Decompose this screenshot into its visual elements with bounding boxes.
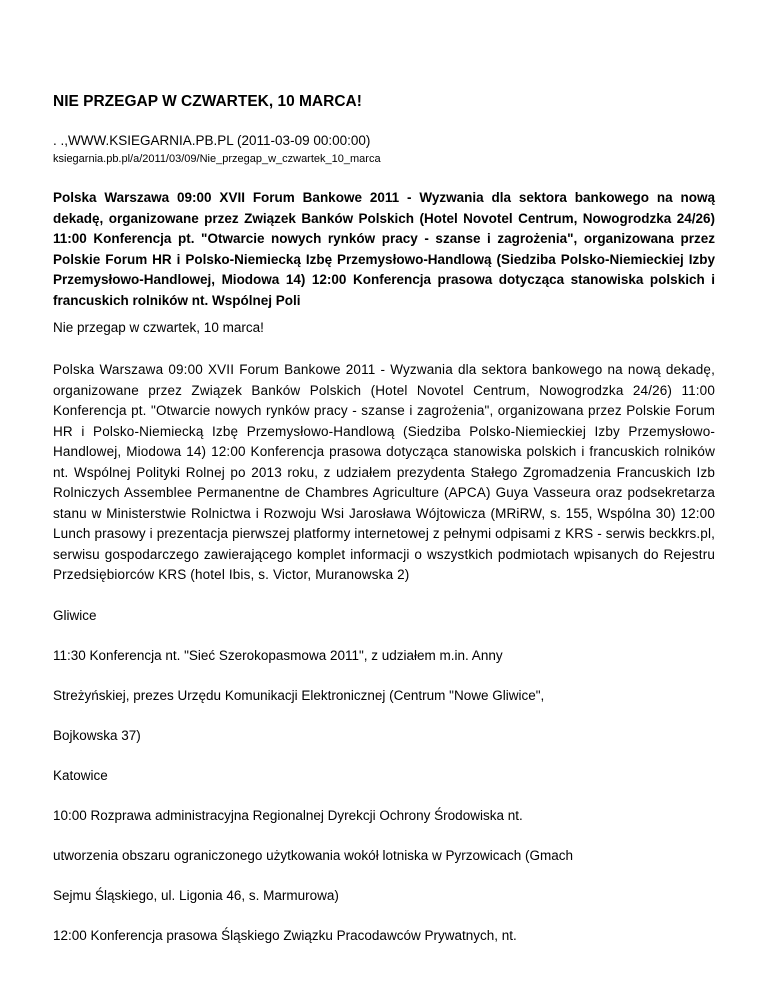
article-lead: Polska Warszawa 09:00 XVII Forum Bankowe 2011 - Wyzwania dla sektora bankowego na nową dekadę, organizowane przez Związek Banków Polskich (Hotel Novotel Centrum, Nowogrodzka 24/26) 11:00 Konferencja pt. "Otwarcie nowych rynków pracy - szanse i zagrożenia", organizowana przez Polskie Forum HR i Polsko-Niemiecką Izbę Przemysłowo-Handlową (Siedziba Polsko-Niemieckiej Izby Przemysłowo-Handlowej, Miodowa 14) 12:00 Konferencja prasowa dotycząca stanowiska polskich i francuskich rolników nt. Wspólnej Poli <box>53 190 715 308</box>
body-line: 10:00 Rozprawa administracyjna Regionalnej Dyrekcji Ochrony Środowiska nt. <box>53 808 523 823</box>
section-heading-katowice: Katowice <box>53 768 108 783</box>
article-title: NIE PRZEGAP W CZWARTEK, 10 MARCA! <box>53 93 362 110</box>
section-heading-gliwice: Gliwice <box>53 608 97 623</box>
body-line: Streżyńskiej, prezes Urzędu Komunikacji Elektronicznej (Centrum "Nowe Gliwice", <box>53 688 545 703</box>
body-line: Sejmu Śląskiego, ul. Ligonia 46, s. Marmurowa) <box>53 888 339 903</box>
body-line: Bojkowska 37) <box>53 728 141 743</box>
body-line: utworzenia obszaru ograniczonego użytkowania wokół lotniska w Pyrzowicach (Gmach <box>53 848 573 863</box>
article-source: . .,WWW.KSIEGARNIA.PB.PL (2011-03-09 00:00:00) <box>53 133 371 148</box>
body-line: 11:30 Konferencja nt. "Sieć Szerokopasmowa 2011", z udziałem m.in. Anny <box>53 648 503 663</box>
article-subtitle: Nie przegap w czwartek, 10 marca! <box>53 320 264 335</box>
body-line: 12:00 Konferencja prasowa Śląskiego Związku Pracodawców Prywatnych, nt. <box>53 928 517 943</box>
article-url: ksiegarnia.pb.pl/a/2011/03/09/Nie_przegap_w_czwartek_10_marca <box>53 153 381 165</box>
article-body-paragraph: Polska Warszawa 09:00 XVII Forum Bankowe 2011 - Wyzwania dla sektora bankowego na nową dekadę, organizowane przez Związek Banków Polskich (Hotel Novotel Centrum, Nowogrodzka 24/26) 11:00 Konferencja pt. "Otwarcie nowych rynków pracy - szanse i zagrożenia", organizowana przez Polskie Forum HR i Polsko-Niemiecką Izbę Przemysłowo-Handlową (Siedziba Polsko-Niemieckiej Izby Przemysłowo-Handlowej, Miodowa 14) 12:00 Konferencja prasowa dotycząca stanowiska polskich i francuskich rolników nt. Wspólnej Polityki Rolnej po 2013 roku, z udziałem prezydenta Stałego Zgromadzenia Francuskich Izb Rolniczych Assemblee Permanentne de Chambres Agriculture (APCA) Guya Vasseura oraz podsekretarza stanu w Ministerstwie Rolnictwa i Rozwoju Wsi Jarosława Wójtowicza (MRiRW, s. 155, Wspólna 30) 12:00 Lunch prasowy i prezentacja pierwszej platformy internetowej z pełnymi odpisami z KRS - serwis beckkrs.pl, serwisu gospodarczego zawierającego komplet informacji o wszystkich podmiotach wpisanych do Rejestru Przedsiębiorców KRS (hotel Ibis, s. Victor, Muranowska 2) <box>53 362 715 582</box>
